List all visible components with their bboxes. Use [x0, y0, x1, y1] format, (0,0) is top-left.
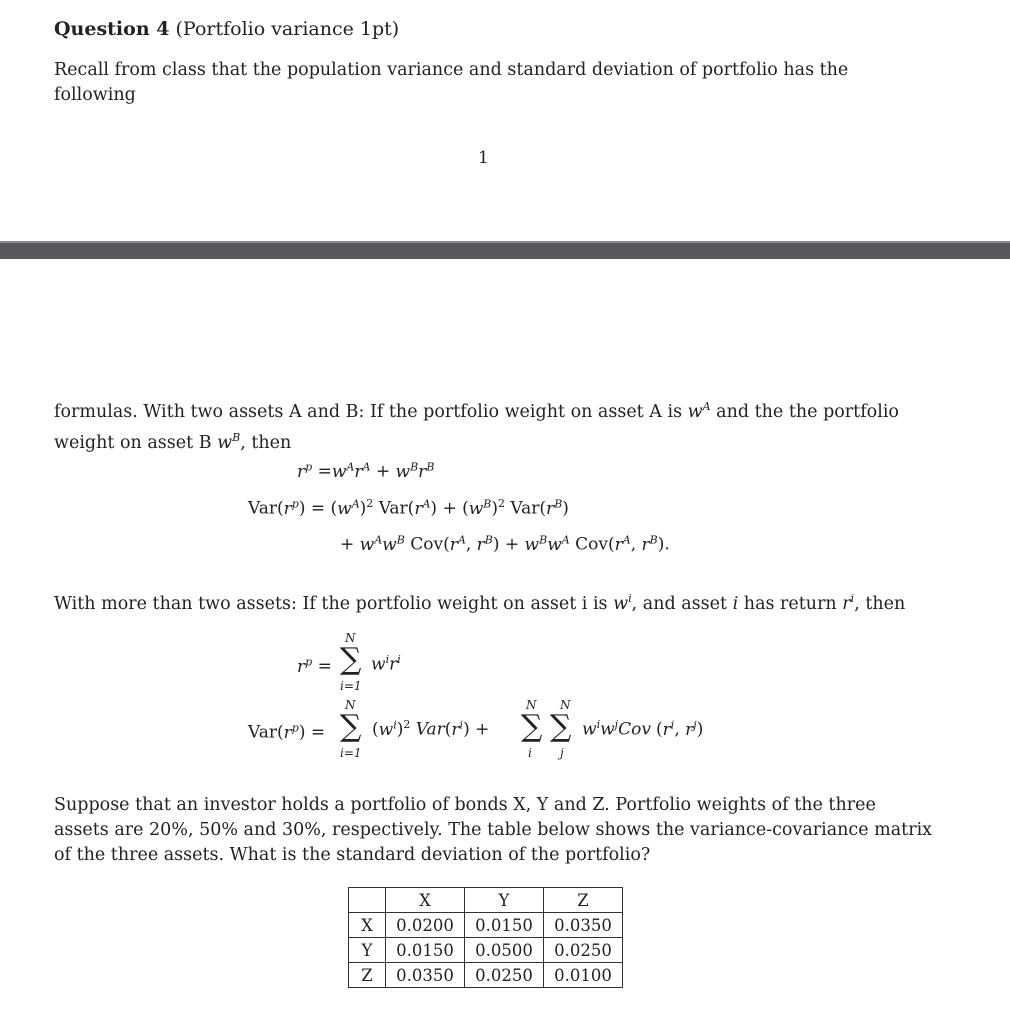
intro-text: Recall from class that the population variance and standard deviation of portfolio has the following: [54, 60, 849, 105]
problem-paragraph: [54, 793, 934, 868]
more-assets-text-mid2: has return: [743, 593, 837, 614]
table-header-cell: Z: [544, 888, 623, 913]
table-row: [349, 963, 623, 988]
two-assets-line2: weight on asset B: [54, 432, 212, 453]
page-number: 1: [478, 148, 489, 168]
table-header-cell: X: [386, 888, 465, 913]
table-row-label: Z: [349, 963, 386, 988]
more-assets-paragraph: With more than two assets: If the portfolio weight on asset i is $w^i$, and asset i has return $r^i$, then: [54, 592, 906, 614]
table-row: [349, 938, 623, 963]
table-cell: 0.0100: [544, 963, 623, 988]
table-cell: 0.0350: [544, 913, 623, 938]
table-cell: 0.0350: [386, 963, 465, 988]
table-header-row: [349, 888, 623, 913]
table-row-label: Y: [349, 938, 386, 963]
table-cell: 0.0150: [386, 938, 465, 963]
problem-line1: Suppose that an investor holds a portfolio of bonds X, Y and Z. Portfolio weights of the three: [54, 795, 876, 815]
equation-portfolio-variance: $Var(r^p) = (w^A)^2$ $Var(r^A) + (w^B)^2$ $Var(r^B)$: [248, 497, 569, 519]
covariance-table: [348, 887, 623, 988]
two-assets-line1-end: and the the portfolio: [716, 401, 899, 422]
problem-line3: of the three assets. What is the standard deviation of the portfolio?: [54, 845, 651, 865]
two-assets-line2-end: , then: [240, 432, 292, 453]
table-cell: 0.0250: [465, 963, 544, 988]
question-subtitle: (Portfolio variance 1pt): [175, 18, 400, 40]
more-assets-text: With more than two assets: If the portfolio weight on asset i is: [54, 593, 608, 614]
two-assets-line1: formulas. With two assets A and B: If the portfolio weight on asset A is: [54, 401, 683, 422]
table-cell: 0.0150: [465, 913, 544, 938]
table-row: [349, 913, 623, 938]
question-heading: [54, 18, 399, 40]
table-cell: 0.0500: [465, 938, 544, 963]
equation-portfolio-covariance-terms: + $w^Aw^B$ $Cov(r^A$, $r^B) + w^Bw^A$ $Cov(r^A$, $r^B$).: [340, 533, 670, 555]
table-corner-cell: [349, 888, 386, 913]
more-assets-text-end: , then: [854, 593, 906, 614]
table-row-label: X: [349, 913, 386, 938]
table-cell: 0.0200: [386, 913, 465, 938]
page-divider: [0, 241, 1010, 259]
equation-portfolio-return: $r^p =w^Ar^A + w^Br^B$: [297, 460, 435, 482]
two-assets-paragraph: formulas. With two assets A and B: If the portfolio weight on asset A is $w^A$ and the the portfolio weight on asset B $w^B$, then: [54, 400, 899, 453]
question-number: Question 4: [54, 18, 170, 40]
problem-line2: assets are 20%, 50% and 30%, respectively. The table below shows the variance-covariance matrix: [54, 820, 933, 840]
table-header-cell: Y: [465, 888, 544, 913]
table-cell: 0.0250: [544, 938, 623, 963]
more-assets-text-mid: , and asset: [631, 593, 728, 614]
